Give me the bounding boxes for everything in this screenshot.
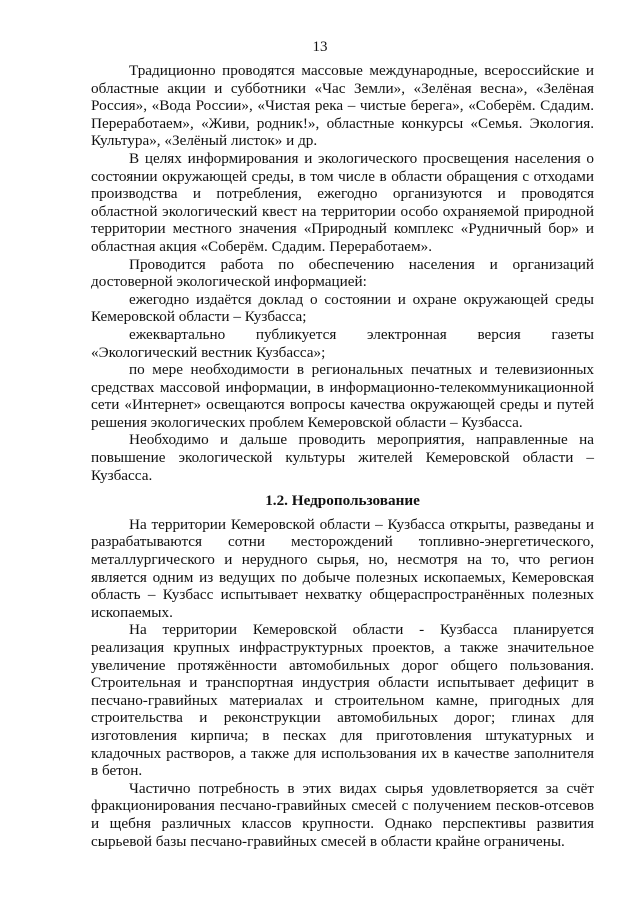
- page-content: [91, 62, 594, 850]
- paragraph-eco-culture: Необходимо и дальше проводить мероприятия, направленные на повышение экологической культуры жителей Кемеровской области – Кузбасса.: [91, 431, 594, 484]
- paragraph-annual-report: ежегодно издаётся доклад о состоянии и охране окружающей среды Кемеровской области – Кузбасса;: [91, 290, 594, 326]
- paragraph-eco-information: Проводится работа по обеспечению населения и организаций достоверной экологической информацией:: [91, 255, 594, 291]
- paragraph-mineral-deposits: На территории Кемеровской области – Кузбасса открыты, разведаны и разрабатываются сотни месторождений топливно-энергетического, металлургического и нерудного сырья, но, несмотря на то, что регион является одним из ведущих по добыче полезных ископаемых, Кемеровская область – Кузбасс испытывает нехватку общераспространённых полезных ископаемых.: [91, 515, 594, 621]
- paragraph-media-coverage: по мере необходимости в региональных печатных и телевизионных средствах массовой информации, в информационно-телекоммуникационной сети «Интернет» освещаются вопросы качества окружающей среды и путей решения экологических проблем Кемеровской области – Кузбасса.: [91, 361, 594, 431]
- paragraph-eco-actions: Традиционно проводятся массовые международные, всероссийские и областные акции и субботники «Час Земли», «Зелёная весна», «Зелёная Россия», «Вода России», «Чистая река – чистые берега», «Соберём. Сдадим. Переработаем», «Живи, родник!», областные конкурсы «Семья. Экология. Культура», «Зелёный листок» и др.: [91, 62, 594, 150]
- section-heading: 1.2. Недропользование: [265, 492, 420, 510]
- page-number: 13: [312, 39, 328, 55]
- paragraph-infrastructure-projects: На территории Кемеровской области - Кузбасса планируется реализация крупных инфраструктурных проектов, а также значительное увеличение протяжённости автомобильных дорог общего пользования. Строительная и транспортная индустрия области испытывает дефицит в песчано-гравийных материалах и строительном камне, пригодных для строительства и реконструкции автомобильных дорог; глинах для изготовления кирпича; в песках для приготовления штукатурных и кладочных растворов, а также для использования их в качестве заполнителя в бетон.: [91, 621, 594, 780]
- paragraph-eco-education: В целях информирования и экологического просвещения населения о состоянии окружающей среды, в том числе в области обращения с отходами производства и потребления, ежегодно организуются и проводятся областной экологический квест на территории особо охраняемой природной территории местного значения «Природный комплекс «Рудничный бор» и областная акция «Соберём. Сдадим. Переработаем».: [91, 149, 594, 255]
- paragraph-gravel-mixtures: Частично потребность в этих видах сырья удовлетворяется за счёт фракционирования песчано-гравийных смесей с получением песков-отсевов и щебня различных классов крупности. Однако перспективы развития сырьевой базы песчано-гравийных смесей в области крайне ограничены.: [91, 779, 594, 850]
- paragraph-eco-newsletter: ежеквартально публикуется электронная версия газеты «Экологический вестник Кузбасса»;: [91, 325, 594, 361]
